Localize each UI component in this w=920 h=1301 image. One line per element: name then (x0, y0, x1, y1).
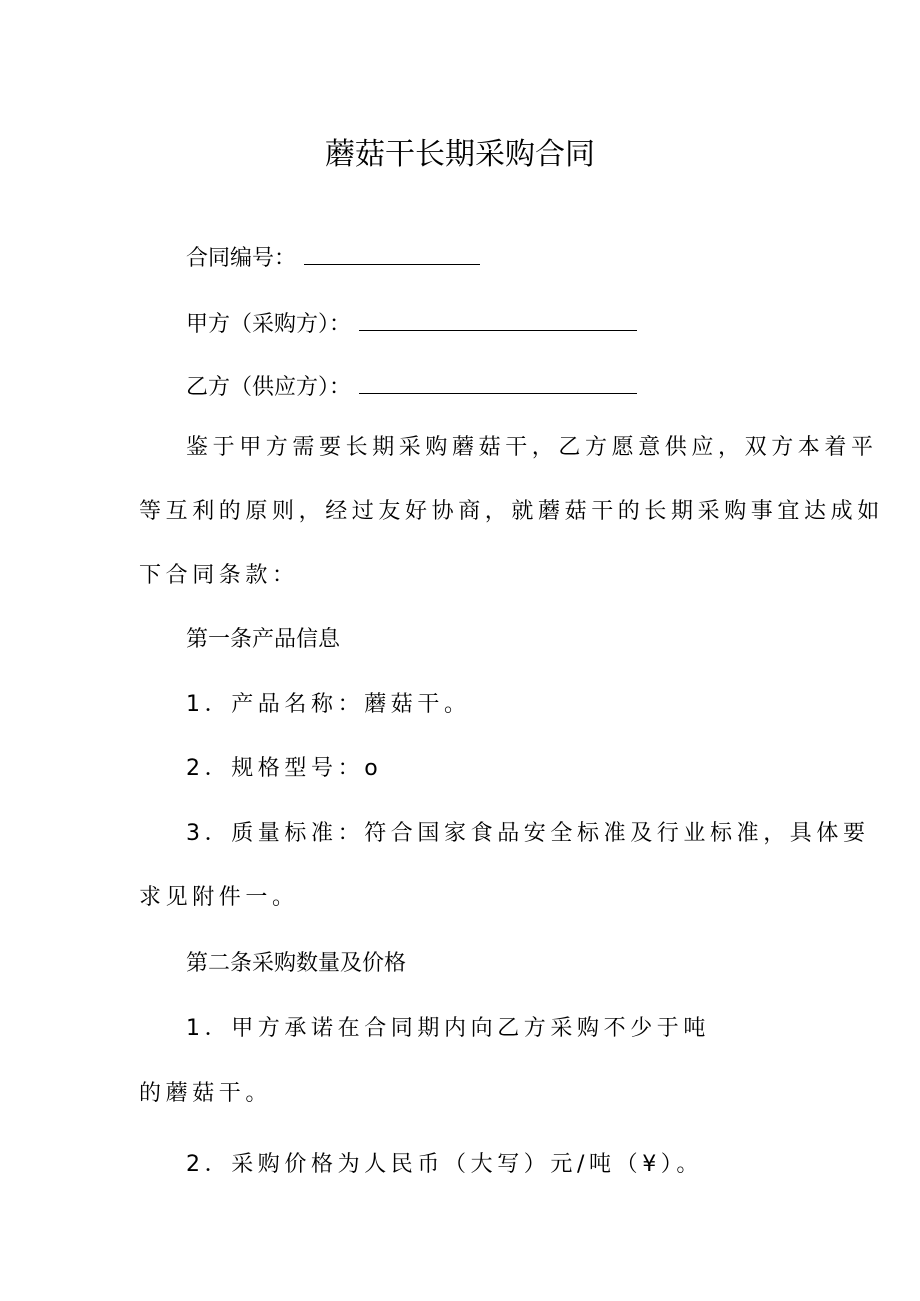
article-1-item-3-line-2: 求见附件一。 (139, 885, 299, 910)
party-a-label: 甲方（采购方）： (186, 312, 352, 337)
article-2-heading: 第二条采购数量及价格 (186, 951, 407, 976)
contract-number-row (186, 240, 480, 274)
article-2-item-1-line-1: 1．甲方承诺在合同期内向乙方采购不少于吨 (186, 1016, 710, 1041)
article-2-item-1-line-2: 的蘑菇干。 (139, 1081, 273, 1106)
article-1-item-1: 1．产品名称：蘑菇干。 (186, 692, 471, 717)
document-title: 蘑菇干长期采购合同 (325, 137, 595, 172)
party-a-row (186, 306, 637, 340)
contract-number-label: 合同编号： (186, 246, 297, 271)
article-2-item-2: 2．采购价格为人民币（大写）元/吨（¥）。 (186, 1152, 704, 1177)
party-a-blank[interactable] (359, 306, 637, 331)
contract-number-blank[interactable] (304, 240, 480, 265)
article-1-heading: 第一条产品信息 (186, 627, 341, 652)
preamble-line-2: 等互利的原则，经过友好协商，就蘑菇干的长期采购事宜达成如 (139, 499, 884, 524)
party-b-label: 乙方（供应方）： (186, 375, 352, 400)
preamble-line-1: 鉴于甲方需要长期采购蘑菇干，乙方愿意供应，双方本着平 (186, 435, 878, 460)
article-1-item-2: 2．规格型号：o (186, 756, 383, 781)
party-b-blank[interactable] (359, 369, 637, 394)
preamble-line-3: 下合同条款： (139, 563, 299, 588)
article-1-item-3-line-1: 3．质量标准：符合国家食品安全标准及行业标准，具体要 (186, 821, 870, 846)
party-b-row (186, 369, 637, 403)
